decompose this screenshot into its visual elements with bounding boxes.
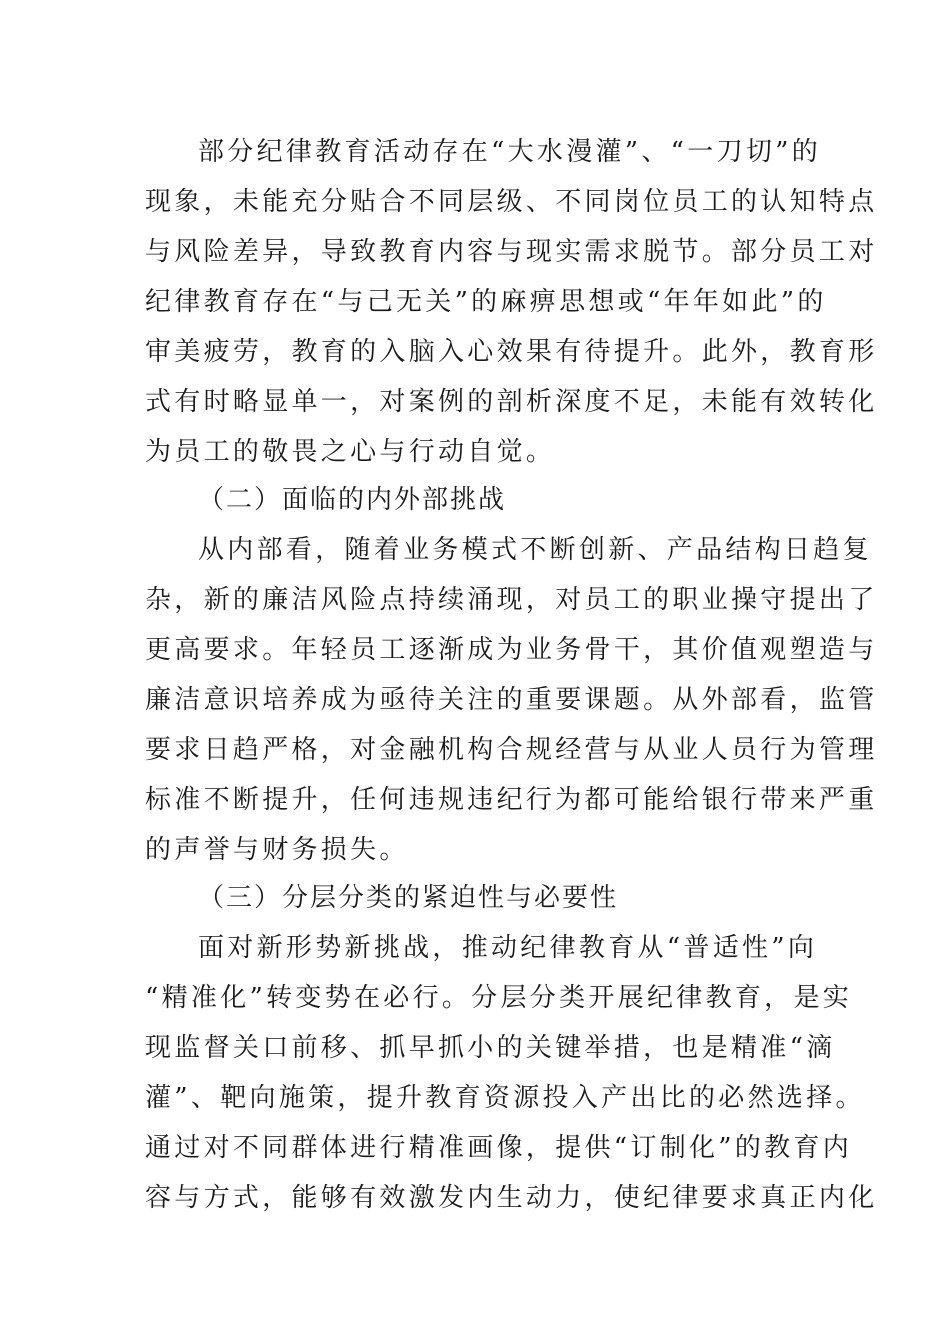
paragraph-line: “精准化”转变势在必行。分层分类开展纪律教育，是实 <box>145 983 853 1013</box>
paragraph-line: 现象，未能充分贴合不同层级、不同岗位员工的认知特点 <box>145 187 878 217</box>
paragraph-line: 式有时略显单一，对案例的剖析深度不足，未能有效转化 <box>145 387 878 417</box>
paragraph-line: 杂，新的廉洁风险点持续涌现，对员工的职业操守提出了 <box>145 585 878 615</box>
paragraph-line: 要求日趋严格，对金融机构合规经营与从业人员行为管理 <box>145 735 878 765</box>
paragraph-line: 通过对不同群体进行精准画像，提供“订制化”的教育内 <box>145 1133 853 1163</box>
paragraph-line: 标准不断提升，任何违规违纪行为都可能给银行带来严重 <box>145 785 878 815</box>
paragraph-line: 更高要求。年轻员工逐渐成为业务骨干，其价值观塑造与 <box>145 635 878 665</box>
paragraph-line: 容与方式，能够有效激发内生动力，使纪律要求真正内化 <box>145 1183 878 1213</box>
paragraph-line: 现监督关口前移、抓早抓小的关键举措，也是精准“滴 <box>145 1033 836 1063</box>
paragraph-line: 纪律教育存在“与己无关”的麻痹思想或“年年如此”的 <box>145 287 827 317</box>
paragraph-line: 的声誉与财务损失。 <box>145 835 409 865</box>
section-heading: （三）分层分类的紧迫性与必要性 <box>198 883 619 913</box>
paragraph-line: 廉洁意识培养成为亟待关注的重要课题。从外部看，监管 <box>145 685 878 715</box>
paragraph-line: 为员工的敬畏之心与行动自觉。 <box>145 437 556 467</box>
paragraph-line: 面对新形势新挑战，推动纪律教育从“普适性”向 <box>198 933 818 963</box>
paragraph-line: 从内部看，随着业务模式不断创新、产品结构日趋复 <box>198 535 872 565</box>
paragraph-line: 部分纪律教育活动存在“大水漫灌”、“一刀切”的 <box>198 137 822 167</box>
paragraph-line: 与风险差异，导致教育内容与现实需求脱节。部分员工对 <box>145 237 878 267</box>
section-heading: （二）面临的内外部挑战 <box>198 485 507 515</box>
paragraph-line: 灌”、靶向施策，提升教育资源投入产出比的必然选择。 <box>145 1083 865 1113</box>
paragraph-line: 审美疲劳，教育的入脑入心效果有待提升。此外，教育形 <box>145 337 878 367</box>
